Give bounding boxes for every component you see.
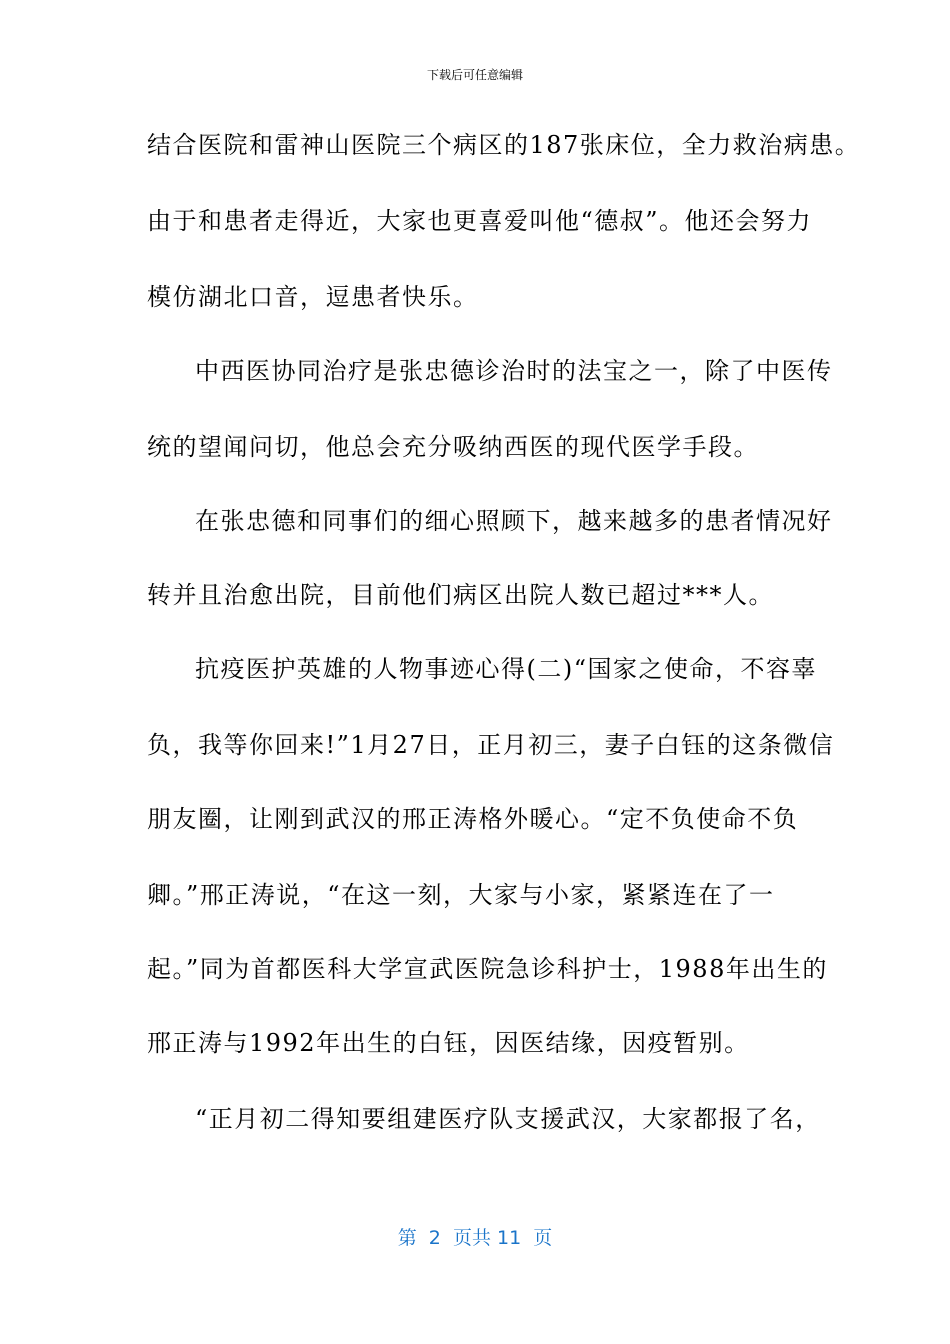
- paragraph-start-line: 抗疫医护英雄的人物事迹心得(二)“国家之使命，不容辜: [195, 655, 817, 683]
- paragraph-start-line: 在张忠德和同事们的细心照顾下，越来越多的患者情况好: [195, 507, 833, 535]
- text-line: 结合医院和雷神山医院三个病区的187张床位，全力救治病患。: [147, 131, 861, 159]
- text-line: 起。”同为首都医科大学宣武医院急诊科护士，1988年出生的: [147, 955, 828, 983]
- text-line: 模仿湖北口音，逗患者快乐。: [147, 283, 479, 311]
- text-line: 转并且治愈出院，目前他们病区出院人数已超过***人。: [147, 581, 774, 609]
- text-line: 卿。”邢正涛说，“在这一刻，大家与小家，紧紧连在了一: [147, 881, 775, 909]
- paragraph-start-line: “正月初二得知要组建医疗队支援武汉，大家都报了名，: [195, 1105, 821, 1133]
- text-line: 朋友圈，让刚到武汉的邢正涛格外暖心。“定不负使命不负: [147, 805, 799, 833]
- header-note: 下载后可任意编辑: [426, 68, 523, 82]
- text-line: 由于和患者走得近，大家也更喜爱叫他“德叔”。他还会努力: [147, 207, 813, 235]
- text-line: 统的望闻问切，他总会充分吸纳西医的现代医学手段。: [147, 433, 759, 461]
- text-line: 负，我等你回来!”1月27日，正月初三，妻子白钰的这条微信: [147, 731, 835, 759]
- text-line: 邢正涛与1992年出生的白钰，因医结缘，因疫暂别。: [147, 1029, 750, 1057]
- paragraph-start-line: 中西医协同治疗是张忠德诊治时的法宝之一，除了中医传: [195, 357, 833, 385]
- page-number: 第 2 页共 11 页: [397, 1227, 553, 1249]
